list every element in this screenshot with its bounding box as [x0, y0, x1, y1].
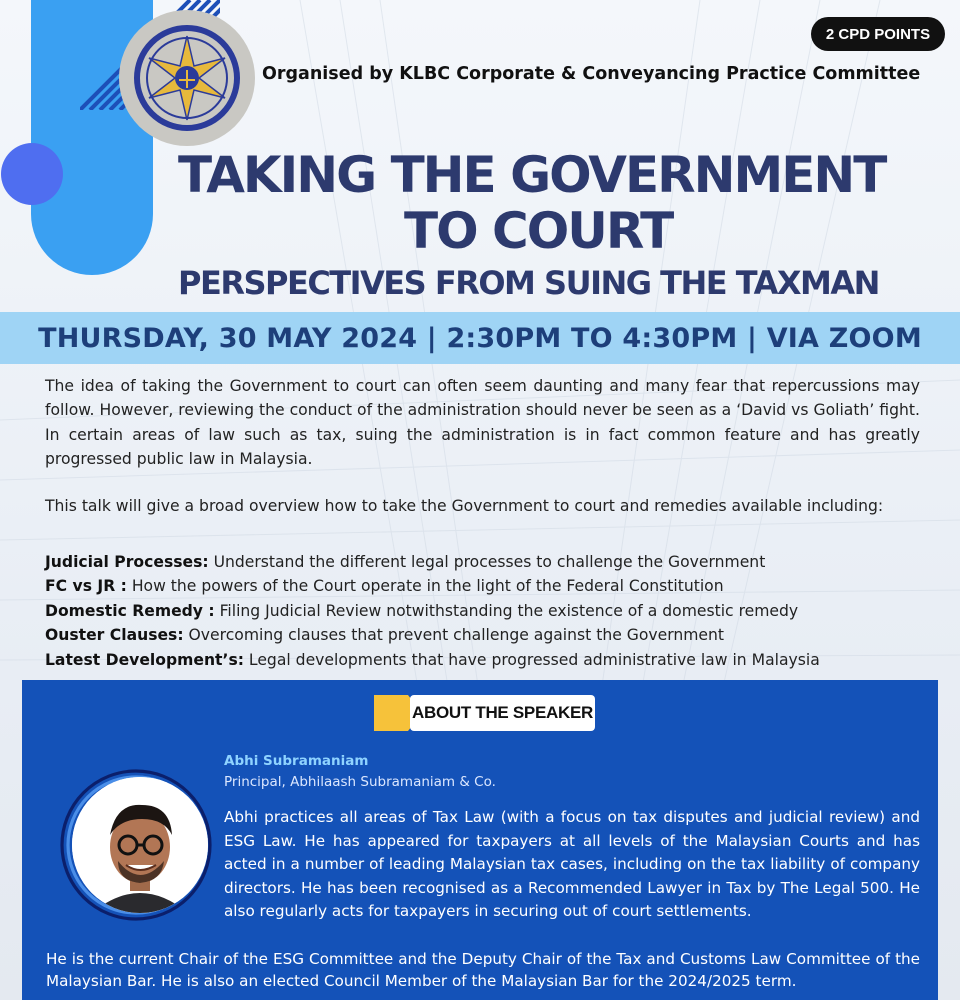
event-subtitle: PERSPECTIVES FROM SUING THE TAXMAN: [178, 264, 879, 302]
cpd-points-badge: 2 CPD POINTS: [811, 17, 945, 51]
topic-term: Domestic Remedy :: [45, 601, 215, 620]
organiser-line: Organised by KLBC Corporate & Conveyancing Practice Committee: [262, 64, 921, 84]
topic-desc: Legal developments that have progressed administrative law in Malaysia: [243, 650, 820, 669]
topic-desc: Overcoming clauses that prevent challenge against the Government: [183, 626, 724, 645]
topic-term: FC vs JR :: [45, 577, 127, 596]
event-date-band: [0, 312, 960, 364]
speaker-bio-1: Abhi practices all areas of Tax Law (with a focus on tax disputes and judicial review) and ESG Law. He has appeared for taxpayers at all levels of the Malaysian Courts and has acted in a number of leading Malaysian tax cases, including on the tax liability of company directors. He has been recognised as a Recommended Lawyer in Tax by The Legal 500. He also regularly acts for taxpayers in securing out of court settlements.: [224, 808, 920, 921]
event-title-line1: TAKING THE GOVERNMENT: [178, 146, 886, 204]
decor-blue-dot: [1, 143, 63, 205]
about-speaker-heading: [370, 693, 595, 733]
event-title-line2: TO COURT: [404, 202, 673, 260]
speaker-bio-2: He is the current Chair of the ESG Committee and the Deputy Chair of the Tax and Customs Law Committee of the Malaysian Bar. He is also an elected Council Member of the Malaysian Bar for the 2024/2025 term.: [46, 950, 920, 990]
speaker-avatar: [72, 777, 208, 913]
topic-item: [45, 599, 945, 623]
topic-desc: Filing Judicial Review notwithstanding the existence of a domestic remedy: [214, 601, 799, 620]
topic-item: [45, 623, 945, 647]
speaker-photo: [72, 777, 208, 913]
speaker-role: Principal, Abhilaash Subramaniam & Co.: [224, 774, 496, 790]
topic-term: Latest Development’s:: [45, 650, 244, 669]
event-datetime: THURSDAY, 30 MAY 2024 | 2:30PM TO 4:30PM | VIA ZOOM: [38, 322, 922, 354]
topic-term: Judicial Processes:: [45, 553, 209, 571]
topic-item: [45, 648, 945, 672]
topic-term: Ouster Clauses:: [45, 626, 184, 645]
intro-paragraph-1: The idea of taking the Government to court can often seem daunting and many fear that repercussions may follow. However, reviewing the conduct of the administration should never be seen as a ‘David vs Goliath’ fight. In certain areas of law such as tax, suing the administration is in fact common feature and has greatly progressed public law in Malaysia.: [45, 377, 920, 469]
topic-desc: How the powers of the Court operate in the light of the Federal Constitution: [126, 577, 724, 596]
bar-malaysia-seal-icon: [119, 10, 255, 146]
seal-graphic: [127, 18, 247, 138]
about-speaker-label: ABOUT THE SPEAKER: [410, 695, 595, 731]
topic-desc: Understand the different legal processes to challenge the Government: [208, 553, 766, 571]
topic-item: [45, 574, 945, 598]
speaker-name: Abhi Subramaniam: [224, 753, 369, 769]
topic-item: [45, 550, 945, 574]
topic-list: [45, 550, 945, 672]
intro-paragraph-2: This talk will give a broad overview how to take the Government to court and remedies available including:: [45, 497, 884, 515]
